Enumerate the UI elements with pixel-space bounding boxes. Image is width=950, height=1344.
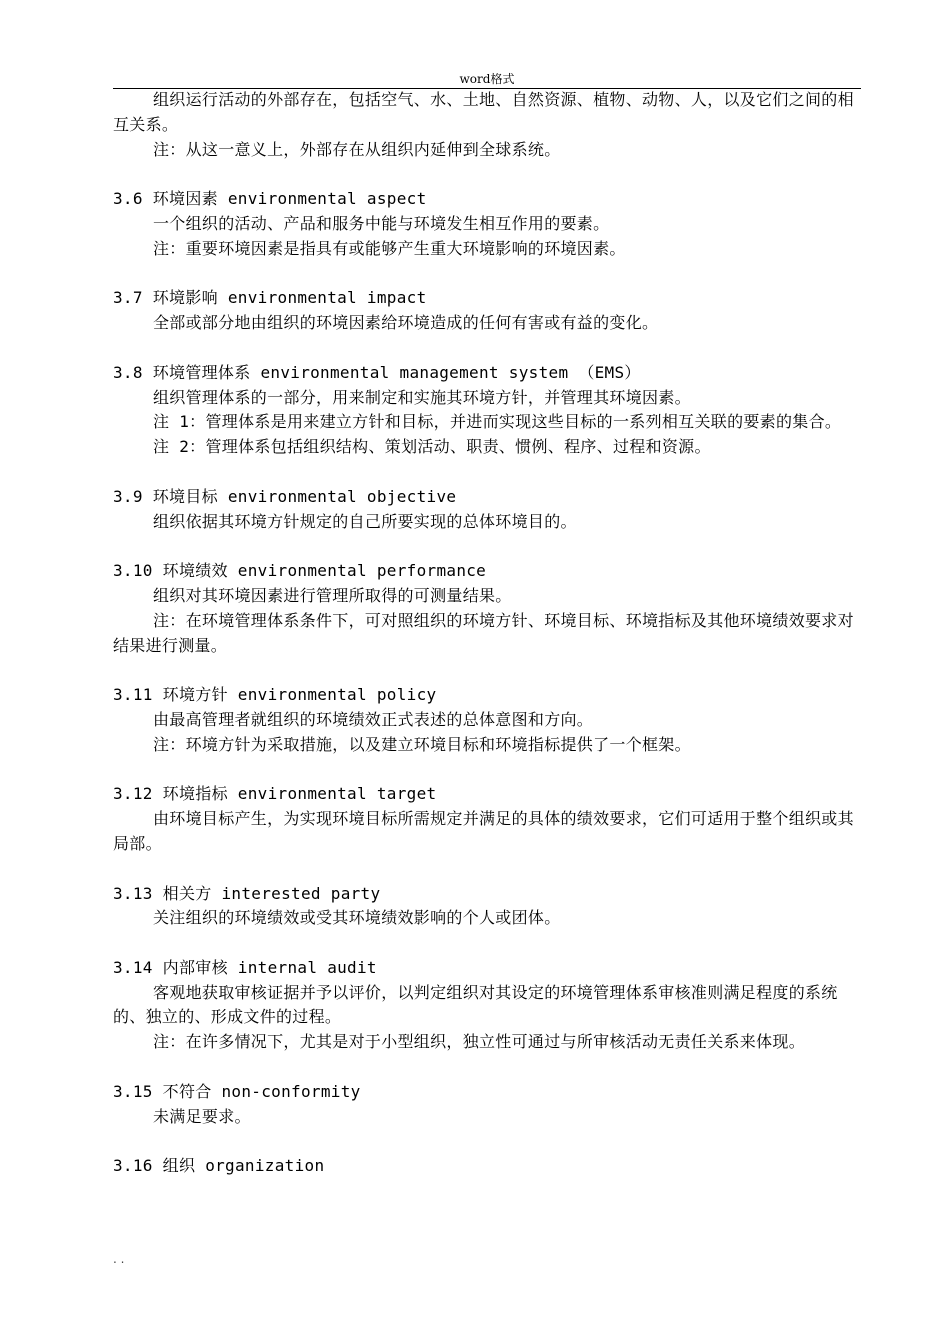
section-note: 注：在许多情况下，尤其是对于小型组织，独立性可通过与所审核活动无责任关系来体现。 — [153, 1032, 806, 1052]
section-paragraph: 全部或部分地由组织的环境因素给环境造成的任何有害或有益的变化。 — [153, 313, 659, 333]
section-heading: 3.13 相关方 interested party — [113, 883, 381, 903]
section-heading: 3.7 环境影响 environmental impact — [113, 288, 427, 308]
section-3-10 — [113, 559, 863, 658]
section-heading: 3.16 组织 organization — [113, 1156, 325, 1176]
intro-paragraph: 组织运行活动的外部存在，包括空气、水、土地、自然资源、植物、动物、人，以及它们之间的相互关系。 — [113, 90, 854, 134]
section-paragraph: 未满足要求。 — [153, 1106, 251, 1126]
section-paragraph: 一个组织的活动、产品和服务中能与环境发生相互作用的要素。 — [153, 213, 610, 233]
section-paragraph: 组织依据其环境方针规定的自己所要实现的总体环境目的。 — [153, 511, 577, 531]
section-3-6 — [113, 187, 863, 261]
section-paragraph: 由最高管理者就组织的环境绩效正式表述的总体意图和方向。 — [153, 709, 594, 729]
section-note: 注 2：管理体系包括组织结构、策划活动、职责、惯例、程序、过程和资源。 — [153, 437, 711, 457]
document-body — [113, 88, 863, 1179]
section-note: 注 1：管理体系是用来建立方针和目标，并进而实现这些目标的一系列相互关联的要素的集合。 — [153, 412, 842, 432]
section-heading: 3.14 内部审核 internal audit — [113, 957, 377, 977]
section-paragraph: 由环境目标产生，为实现环境目标所需规定并满足的具体的绩效要求，它们可适用于整个组织或其局部。 — [113, 809, 854, 853]
intro-note: 注：从这一意义上，外部存在从组织内延伸到全球系统。 — [153, 139, 561, 159]
section-3-7 — [113, 286, 863, 336]
section-note: 注：重要环境因素是指具有或能够产生重大环境影响的环境因素。 — [153, 238, 626, 258]
section-heading: 3.9 环境目标 environmental objective — [113, 486, 457, 506]
section-heading: 3.6 环境因素 environmental aspect — [113, 189, 427, 209]
section-heading: 3.8 环境管理体系 environmental management system （EMS） — [113, 362, 641, 382]
section-paragraph: 组织管理体系的一部分，用来制定和实施其环境方针，并管理其环境因素。 — [153, 387, 691, 407]
section-3-14 — [113, 956, 863, 1055]
section-3-16 — [113, 1154, 863, 1179]
section-heading: 3.12 环境指标 environmental target — [113, 784, 437, 804]
section-3-12 — [113, 782, 863, 856]
section-heading: 3.11 环境方针 environmental policy — [113, 685, 437, 705]
section-note: 注：在环境管理体系条件下，可对照组织的环境方针、环境目标、环境指标及其他环境绩效要求对结果进行测量。 — [113, 610, 854, 655]
page-footer: . . — [113, 1252, 125, 1266]
section-3-11 — [113, 683, 863, 757]
page-header: word格式 — [113, 71, 861, 89]
section-paragraph: 组织对其环境因素进行管理所取得的可测量结果。 — [153, 585, 512, 605]
section-heading: 3.10 环境绩效 environmental performance — [113, 561, 487, 581]
section-3-9 — [113, 485, 863, 535]
section-paragraph: 关注组织的环境绩效或受其环境绩效影响的个人或团体。 — [153, 908, 561, 928]
section-3-15 — [113, 1080, 863, 1130]
section-3-13 — [113, 882, 863, 932]
section-paragraph: 客观地获取审核证据并予以评价，以判定组织对其设定的环境管理体系审核准则满足程度的系统的、独立的、形成文件的过程。 — [113, 982, 838, 1027]
section-note: 注：环境方针为采取措施，以及建立环境目标和环境指标提供了一个框架。 — [153, 734, 691, 754]
section-3-8 — [113, 361, 863, 460]
section-heading: 3.15 不符合 non-conformity — [113, 1081, 361, 1101]
